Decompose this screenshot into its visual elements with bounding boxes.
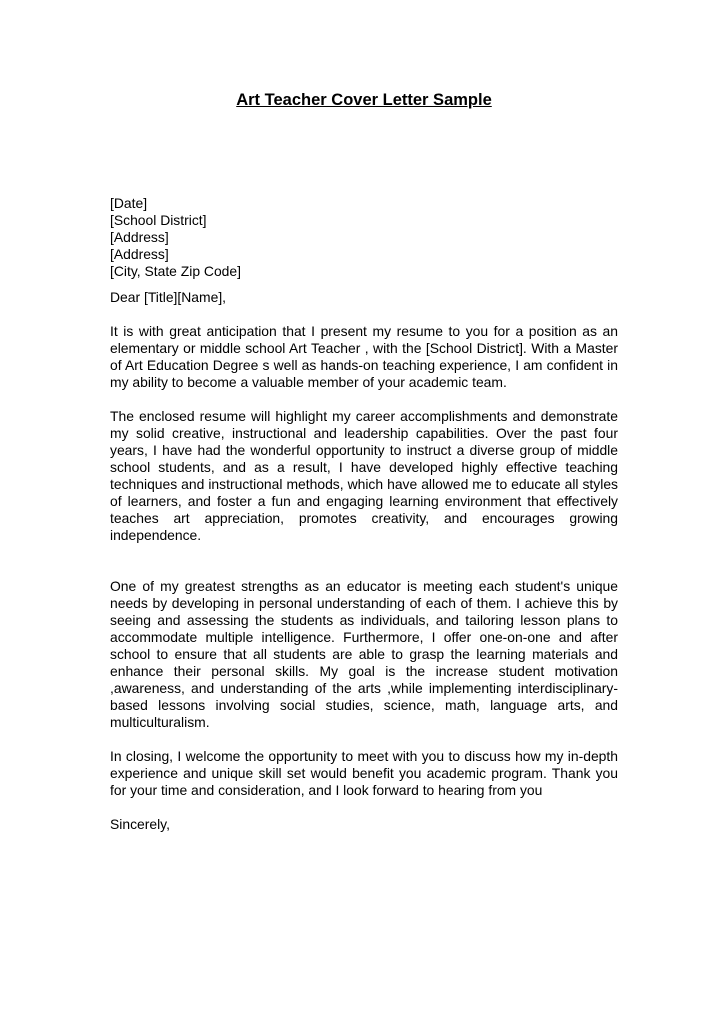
paragraph-strengths: One of my greatest strengths as an educator is meeting each student's unique needs by developing in personal understanding of each of them. I achieve this by seeing and assessing the students as individuals, and tailoring lesson plans to accommodate multiple intelligence. Furthermore, I offer one-on-one and after school to ensure that all students are able to grasp the learning materials and enhance their personal skills. My goal is the increase student motivation ,awareness, and understanding of the arts ,while implementing interdisciplinary-based lessons involving social studies, science, math, language arts, and multiculturalism.	[110, 578, 618, 730]
city-state-zip-line: [City, State Zip Code]	[110, 263, 241, 279]
paragraph-closing: In closing, I welcome the opportunity to meet with you to discuss how my in-depth experience and unique skill set would benefit you academic program. Thank you for your time and consideration, and I look forward to hearing from you	[110, 748, 618, 798]
document-title: Art Teacher Cover Letter Sample	[236, 91, 492, 109]
paragraph-intro: It is with great anticipation that I present my resume to you for a position as an elementary or middle school Art Teacher , with the [School District]. With a Master of Art Education Degree s well as hands-on teaching experience, I am confident in my ability to become a valuable member of your academic team.	[110, 323, 618, 390]
address-line-2: [Address]	[110, 246, 169, 262]
school-district-line: [School District]	[110, 212, 207, 228]
sign-off: Sincerely,	[110, 816, 170, 832]
salutation: Dear [Title][Name],	[110, 289, 227, 305]
paragraph-experience: The enclosed resume will highlight my career accomplishments and demonstrate my solid creative, instructional and leadership capabilities. Over the past four years, I have had the wonderful opportunity to instruct a diverse group of middle school students, and as a result, I have developed highly effective teaching techniques and instructional methods, which have allowed me to educate all styles of learners, and foster a fun and engaging learning environment that effectively teaches art appreciation, promotes creativity, and encourages growing independence.	[110, 408, 618, 543]
address-block	[110, 195, 618, 280]
letter-body	[110, 195, 618, 833]
address-line-1: [Address]	[110, 229, 169, 245]
date-line: [Date]	[110, 195, 148, 211]
